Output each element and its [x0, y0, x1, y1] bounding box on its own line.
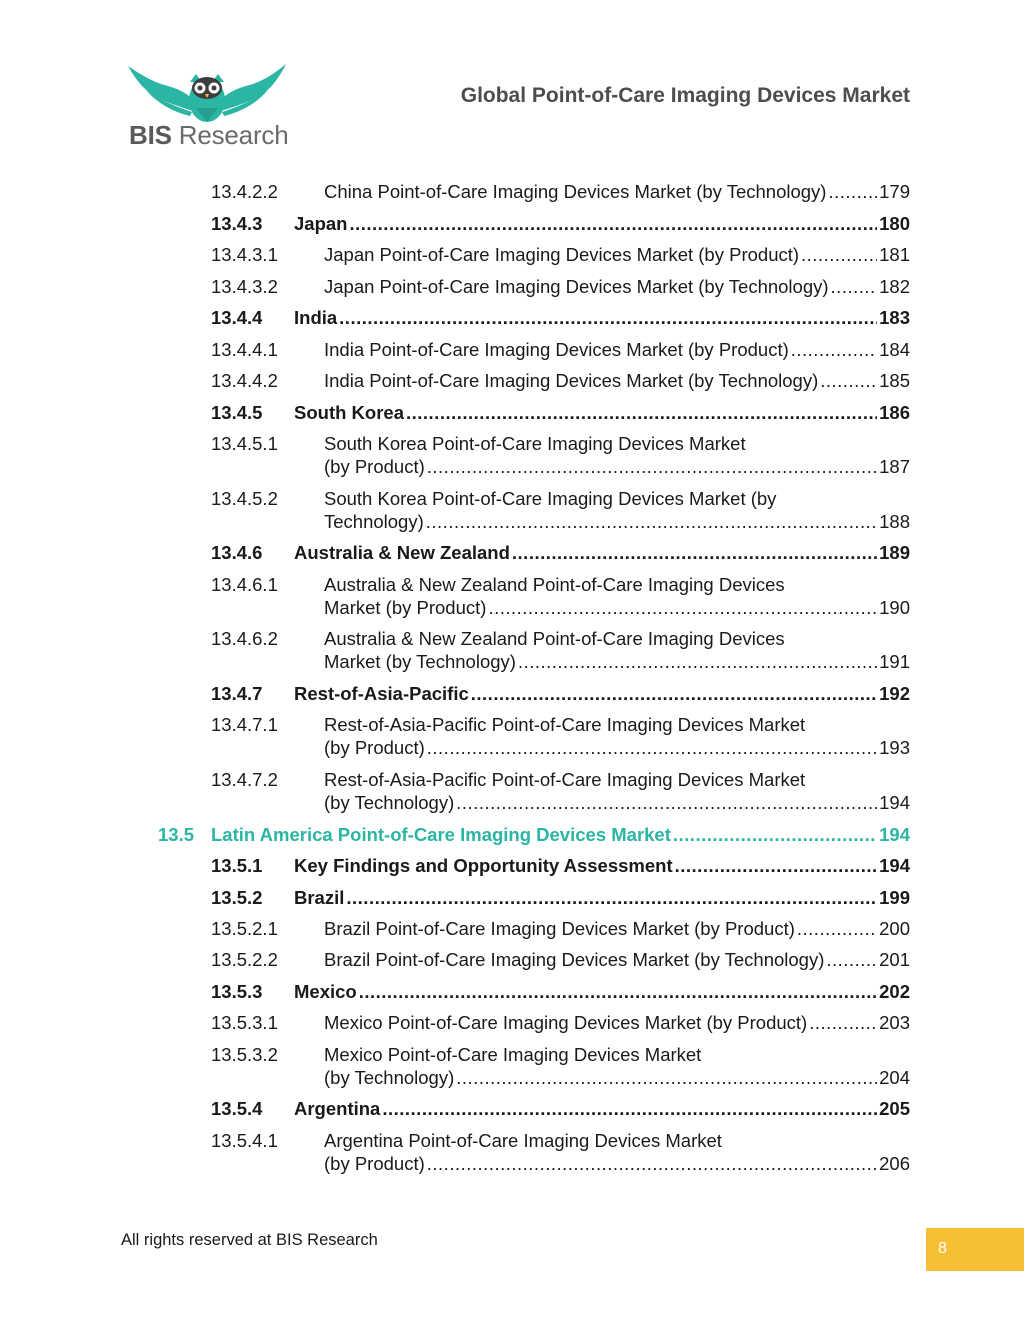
toc-entry[interactable] — [211, 338, 910, 361]
toc-entry-title: Latin America Point-of-Care Imaging Devices Market — [211, 824, 671, 845]
toc-entry-title: China Point-of-Care Imaging Devices Market (by Technology) — [324, 181, 827, 202]
toc-leader-dots — [427, 736, 877, 759]
toc-entry[interactable] — [211, 212, 910, 235]
toc-entry-page: 192 — [879, 683, 910, 704]
toc-leader-dots — [518, 650, 877, 673]
toc-leader-dots — [456, 791, 877, 814]
toc-entry[interactable] — [211, 768, 910, 814]
toc-entry-title: Key Findings and Opportunity Assessment — [294, 855, 673, 876]
toc-entry-title: India Point-of-Care Imaging Devices Market (by Product) — [324, 339, 789, 360]
toc-entry[interactable] — [211, 1129, 910, 1175]
toc-entry-title: Australia & New Zealand — [294, 542, 510, 563]
toc-entry-title: South Korea Point-of-Care Imaging Devices Market (by — [324, 488, 777, 509]
toc-entry-page: 194 — [879, 824, 910, 845]
logo-regular-text: Research — [178, 120, 289, 150]
toc-entry[interactable] — [211, 948, 910, 971]
page-number-badge — [926, 1228, 1024, 1271]
toc-entry-page: 185 — [879, 370, 910, 391]
toc-leader-dots — [809, 1011, 877, 1034]
toc-entry-page: 204 — [879, 1067, 910, 1088]
toc-entry[interactable] — [211, 487, 910, 533]
toc-leader-dots — [512, 541, 877, 564]
toc-entry-title: Brazil Point-of-Care Imaging Devices Market (by Product) — [324, 918, 795, 939]
toc-entry-page: 206 — [879, 1153, 910, 1174]
toc-entry[interactable] — [211, 627, 910, 673]
toc-entry-title: Japan Point-of-Care Imaging Devices Market (by Technology) — [324, 276, 829, 297]
toc-entry[interactable] — [211, 369, 910, 392]
toc-leader-dots — [797, 917, 877, 940]
toc-entry-title: Australia & New Zealand Point-of-Care Imaging Devices — [324, 574, 785, 595]
bis-research-logo — [126, 60, 288, 155]
toc-entry-number: 13.4.5.2 — [211, 488, 278, 509]
toc-entry[interactable] — [211, 275, 910, 298]
toc-entry-page: 183 — [879, 307, 910, 328]
toc-entry[interactable] — [211, 401, 910, 424]
toc-entry-number: 13.5.2.2 — [211, 949, 278, 970]
toc-entry-page: 189 — [879, 542, 910, 563]
toc-leader-dots — [346, 886, 877, 909]
toc-leader-dots — [831, 275, 878, 298]
toc-entry-number: 13.4.5.1 — [211, 433, 278, 454]
toc-entry-number: 13.4.7.1 — [211, 714, 278, 735]
toc-leader-dots — [471, 682, 877, 705]
toc-entry[interactable] — [211, 432, 910, 478]
toc-leader-dots — [382, 1097, 877, 1120]
footer-rights: All rights reserved at BIS Research — [121, 1231, 378, 1249]
toc-entry-title-continued: (by Product) — [324, 456, 425, 477]
toc-leader-dots — [456, 1066, 877, 1089]
toc-leader-dots — [426, 510, 877, 533]
toc-entry-number: 13.4.7.2 — [211, 769, 278, 790]
toc-entry-title: Australia & New Zealand Point-of-Care Imaging Devices — [324, 628, 785, 649]
toc-entry[interactable] — [211, 917, 910, 940]
toc-entry-page: 181 — [879, 244, 910, 265]
toc-leader-dots — [801, 243, 877, 266]
toc-leader-dots — [427, 455, 877, 478]
toc-leader-dots — [820, 369, 877, 392]
toc-leader-dots — [826, 948, 877, 971]
toc-leader-dots — [406, 401, 877, 424]
toc-entry-title: South Korea Point-of-Care Imaging Devices Market — [324, 433, 746, 454]
toc-entry-page: 186 — [879, 402, 910, 423]
toc-entry-page: 182 — [879, 276, 910, 297]
toc-entry-title: Rest-of-Asia-Pacific Point-of-Care Imaging Devices Market — [324, 714, 806, 735]
toc-entry-title: Japan Point-of-Care Imaging Devices Market (by Product) — [324, 244, 800, 265]
toc-entry-page: 184 — [879, 339, 910, 360]
toc-entry-number: 13.4.3 — [211, 213, 263, 234]
toc-leader-dots — [488, 596, 877, 619]
toc-entry-number: 13.4.5 — [211, 402, 263, 423]
toc-leader-dots — [349, 212, 877, 235]
toc-entry-number: 13.5.2 — [211, 887, 263, 908]
toc-entry-number: 13.5.3.1 — [211, 1012, 278, 1033]
toc-entry-title-continued: Technology) — [324, 511, 424, 532]
toc-entry-number: 13.4.6 — [211, 542, 263, 563]
toc-entry[interactable] — [211, 180, 910, 203]
toc-leader-dots — [828, 180, 877, 203]
page-number: 8 — [938, 1240, 947, 1257]
toc-entry-title-continued: (by Product) — [324, 737, 425, 758]
toc-leader-dots — [339, 306, 877, 329]
toc-entry-page: 187 — [879, 456, 910, 477]
toc-entry-number: 13.5.2.1 — [211, 918, 278, 939]
toc-entry[interactable] — [211, 573, 910, 619]
toc-entry-number: 13.4.2.2 — [211, 181, 278, 202]
toc-entry-title-continued: (by Product) — [324, 1153, 425, 1174]
toc-entry-number: 13.4.6.2 — [211, 628, 278, 649]
toc-entry-title: South Korea — [294, 402, 404, 423]
toc-entry-page: 193 — [879, 737, 910, 758]
toc-entry-title-continued: (by Technology) — [324, 1067, 455, 1088]
toc-leader-dots — [675, 854, 878, 877]
toc-entry-number: 13.4.6.1 — [211, 574, 278, 595]
toc-entry-title: Brazil Point-of-Care Imaging Devices Market (by Technology) — [324, 949, 825, 970]
toc-entry[interactable] — [211, 1043, 910, 1089]
toc-entry-number: 13.4.4.1 — [211, 339, 278, 360]
logo-bold-text: BIS — [129, 120, 172, 150]
toc-entry[interactable] — [211, 886, 910, 909]
toc-entry-title: Mexico — [294, 981, 357, 1002]
toc-entry-page: 194 — [879, 855, 910, 876]
toc-entry-title: Mexico Point-of-Care Imaging Devices Market — [324, 1044, 702, 1065]
toc-entry-title: India Point-of-Care Imaging Devices Market (by Technology) — [324, 370, 819, 391]
toc-entry-number: 13.5.3 — [211, 981, 263, 1002]
toc-entry[interactable] — [211, 243, 910, 266]
toc-leader-dots — [673, 823, 877, 846]
toc-entry-page: 199 — [879, 887, 910, 908]
toc-entry-title: Rest-of-Asia-Pacific — [294, 683, 469, 704]
toc-entry[interactable] — [211, 541, 910, 564]
toc-entry-page: 202 — [879, 981, 910, 1002]
toc-entry[interactable] — [211, 1011, 910, 1034]
toc-entry-page: 188 — [879, 511, 910, 532]
toc-entry-page: 205 — [879, 1098, 910, 1119]
toc-entry-page: 200 — [879, 918, 910, 939]
toc-entry-page: 179 — [879, 181, 910, 202]
toc-entry[interactable] — [211, 306, 910, 329]
owl-logo-icon — [126, 60, 288, 124]
toc-entry-title: Rest-of-Asia-Pacific Point-of-Care Imaging Devices Market — [324, 769, 806, 790]
toc-entry[interactable] — [211, 854, 910, 877]
toc-entry-number: 13.4.4 — [211, 307, 263, 328]
toc-entry-title-continued: Market (by Product) — [324, 597, 487, 618]
logo-wordmark — [129, 120, 288, 150]
toc-entry-title: Japan — [294, 213, 348, 234]
toc-leader-dots — [359, 980, 877, 1003]
toc-entry-page: 190 — [879, 597, 910, 618]
toc-leader-dots — [427, 1152, 877, 1175]
toc-entry-number: 13.4.3.2 — [211, 276, 278, 297]
toc-entry-number: 13.5.4 — [211, 1098, 263, 1119]
toc-entry-number: 13.4.7 — [211, 683, 263, 704]
toc-entry-page: 191 — [879, 651, 910, 672]
toc-leader-dots — [791, 338, 877, 361]
toc-entry-number: 13.5 — [158, 824, 195, 845]
toc-entry-number: 13.5.4.1 — [211, 1130, 278, 1151]
toc-entry-number: 13.5.1 — [211, 855, 263, 876]
document-title: Global Point-of-Care Imaging Devices Market — [460, 84, 910, 107]
toc-entry-title-continued: (by Technology) — [324, 792, 455, 813]
toc-entry-number: 13.5.3.2 — [211, 1044, 278, 1065]
toc-entry-number: 13.4.3.1 — [211, 244, 278, 265]
toc-entry-page: 180 — [879, 213, 910, 234]
toc-entry[interactable] — [211, 682, 910, 705]
toc-entry-title: Argentina — [294, 1098, 381, 1119]
toc-entry-page: 194 — [879, 792, 910, 813]
toc-entry-page: 203 — [879, 1012, 910, 1033]
toc-entry-number: 13.4.4.2 — [211, 370, 278, 391]
toc-entry-title: Argentina Point-of-Care Imaging Devices Market — [324, 1130, 722, 1151]
toc-entry-title: Brazil — [294, 887, 345, 908]
toc-entry[interactable] — [211, 1097, 910, 1120]
toc-entry[interactable] — [158, 823, 910, 846]
toc-entry-page: 201 — [879, 949, 910, 970]
toc-entry-title: Mexico Point-of-Care Imaging Devices Market (by Product) — [324, 1012, 808, 1033]
toc-entry-title-continued: Market (by Technology) — [324, 651, 516, 672]
toc-entry-title: India — [294, 307, 338, 328]
toc-entry[interactable] — [211, 713, 910, 759]
toc-entry[interactable] — [211, 980, 910, 1003]
